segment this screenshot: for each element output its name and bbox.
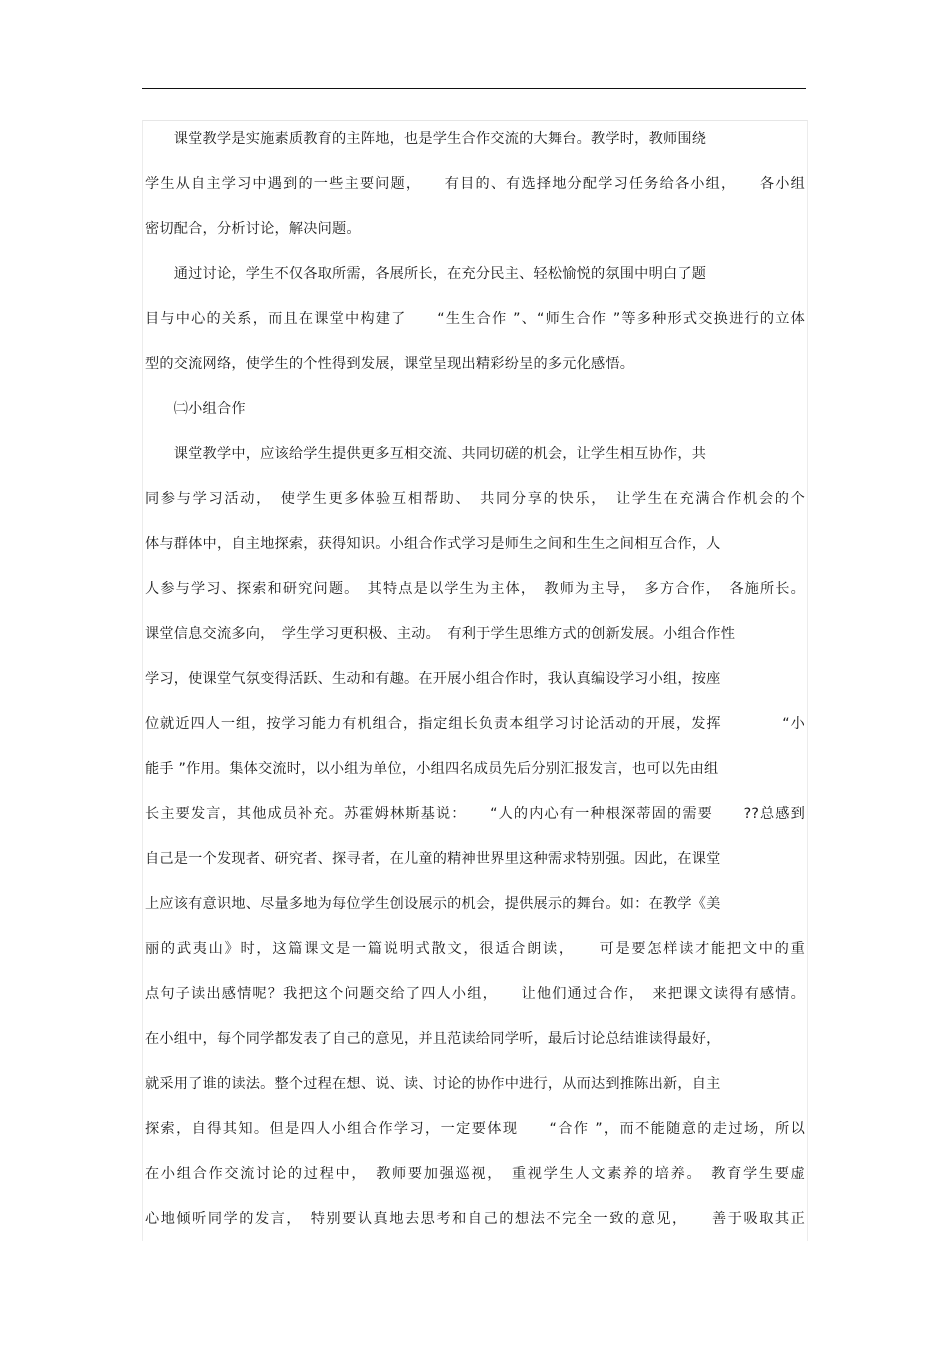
text-line: 课堂教学是实施素质教育的主阵地，也是学生合作交流的大舞台。教学时，教师围绕 <box>145 131 707 147</box>
text-line: 长主要发言，其他成员补充。苏霍姆林斯基说： “人的内心有一种根深蒂固的需要 ??总感到 <box>145 806 805 822</box>
text-line: 学习，使课堂气氛变得活跃、生动和有趣。在开展小组合作时，我认真编设学习小组，按座 <box>145 671 721 687</box>
text-line: 型的交流网络，使学生的个性得到发展，课堂呈现出精彩纷呈的多元化感悟。 <box>145 356 635 372</box>
text-line: 点句子读出感情呢？我把这个问题交给了四人小组， 让他们通过合作， 来把课文读得有感情。 <box>145 986 805 1002</box>
text-line: 密切配合，分析讨论，解决问题。 <box>145 221 361 237</box>
text-line: 人参与学习、探索和研究问题。 其特点是以学生为主体， 教师为主导， 多方合作， 各施所长。 <box>145 581 805 597</box>
text-line: 通过讨论，学生不仅各取所需，各展所长，在充分民主、轻松愉悦的氛围中明白了题 <box>145 266 707 282</box>
text-line: 心地倾听同学的发言， 特别要认真地去思考和自己的想法不完全一致的意见， 善于吸取其正 <box>145 1211 805 1227</box>
section-heading: ㈡小组合作 <box>145 401 246 417</box>
text-line: 学生从自主学习中遇到的一些主要问题， 有目的、有选择地分配学习任务给各小组， 各小组 <box>145 176 805 192</box>
text-line: 在小组合作交流讨论的过程中， 教师要加强巡视， 重视学生人文素养的培养。 教育学生要虚 <box>145 1166 805 1182</box>
text-line: 课堂教学中，应该给学生提供更多互相交流、共同切磋的机会，让学生相互协作，共 <box>145 446 707 462</box>
text-line: 目与中心的关系，而且在课堂中构建了 “生生合作 ”、“师生合作 ”等多种形式交换进行的立体 <box>145 311 805 327</box>
text-line: 探索，自得其知。但是四人小组合作学习，一定要体现 “合作 ”，而不能随意的走过场，所以 <box>145 1121 805 1137</box>
header-rule <box>142 88 806 89</box>
text-line: 就采用了谁的读法。整个过程在想、说、读、讨论的协作中进行，从而达到推陈出新，自主 <box>145 1076 721 1092</box>
text-line: 位就近四人一组，按学习能力有机组合，指定组长负责本组学习讨论活动的开展，发挥 “小 <box>145 716 805 732</box>
text-line: 上应该有意识地、尽量多地为每位学生创设展示的机会，提供展示的舞台。如：在教学《美 <box>145 896 721 912</box>
text-line: 课堂信息交流多向， 学生学习更积极、主动。 有利于学生思维方式的创新发展。小组合作性 <box>145 626 736 642</box>
text-line: 同参与学习活动， 使学生更多体验互相帮助、 共同分享的快乐， 让学生在充满合作机会的个 <box>145 491 805 507</box>
text-line: 丽的武夷山》时，这篇课文是一篇说明式散文，很适合朗读， 可是要怎样读才能把文中的重 <box>145 941 805 957</box>
text-line: 体与群体中，自主地探索，获得知识。小组合作式学习是师生之间和生生之间相互合作，人 <box>145 536 721 552</box>
text-line: 能手 ”作用。集体交流时，以小组为单位，小组四名成员先后分别汇报发言，也可以先由组 <box>145 761 719 777</box>
text-line: 自己是一个发现者、研究者、探寻者，在儿童的精神世界里这种需求特别强。因此，在课堂 <box>145 851 721 867</box>
text-line: 在小组中，每个同学都发表了自己的意见，并且范读给同学听，最后讨论总结谁读得最好， <box>145 1031 721 1047</box>
